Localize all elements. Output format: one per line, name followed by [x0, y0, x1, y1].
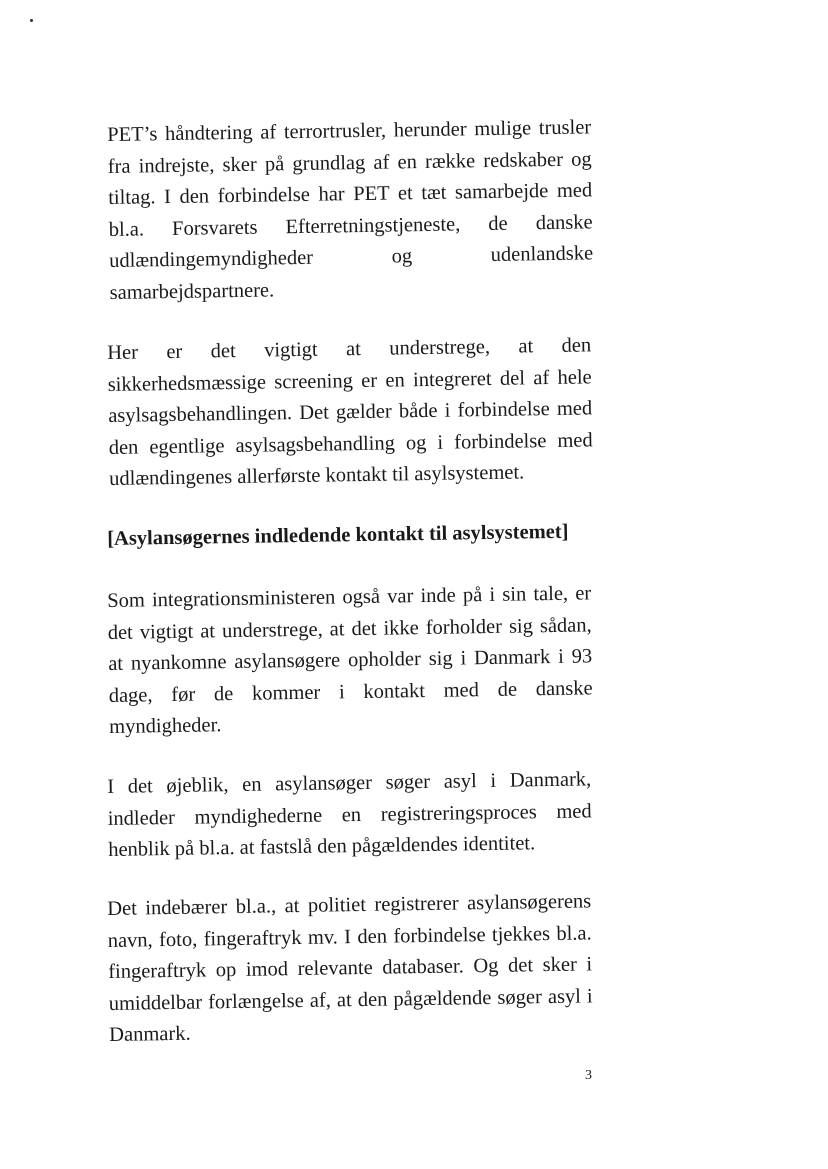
paragraph-text: PET’s håndtering af terrortrusler, herunder mulige trusler fra indrejste, sker på grundlag af en række redskaber og tiltag. I den forbindelse har PET et tæt samarbejde med bl.a. Forsvarets Efterretningstjeneste, de danske udlændingemyndigheder og udenlandske samarbejdspartnere.	[107, 116, 594, 304]
paragraph-pet-handling	[107, 112, 594, 309]
section-heading-block	[107, 516, 591, 555]
scan-speck	[30, 19, 33, 22]
paragraph-police-registration	[107, 886, 593, 1052]
paragraph-text: Det indebærer bl.a., at politiet registrerer asylansøgerens navn, foto, fingeraftryk mv. I den forbindelse tjekkes bl.a. fingeraftryk op imod relevante databaser. Og det sker i umiddelbar forlængelse af, at den pågældende søger asyl i Danmark.	[107, 890, 593, 1047]
paragraph-text: Som integrationsministeren også var inde på i sin tale, er det vigtigt at understrege, at det ikke forholder sig sådan, at nyankomne asylansøgere opholder sig i Danmark i 93 dage, før de kommer i kontakt med de danske myndigheder.	[107, 582, 593, 739]
paragraph-security-screening	[107, 330, 593, 496]
paragraph-text: Her er det vigtigt at understrege, at den sikkerhedsmæssige screening er en integreret del af hele asylsagsbehandlingen. Det gælder både i forbindelse med den egentlige asylsagsbehandling og i forbindelse med udlændingenes allerførste kontakt til asylsystemet.	[107, 334, 593, 491]
page-number: 3	[585, 1068, 592, 1083]
paragraph-registration	[107, 764, 592, 866]
section-heading: [Asylansøgernes indledende kontakt til asylsystemet]	[107, 520, 569, 550]
paragraph-93-days	[107, 578, 593, 744]
paragraph-text: I det øjeblik, en asylansøger søger asyl i Danmark, indleder myndighederne en registreringsproces med henblik på bl.a. at fastslå den pågældendes identitet.	[107, 768, 592, 862]
